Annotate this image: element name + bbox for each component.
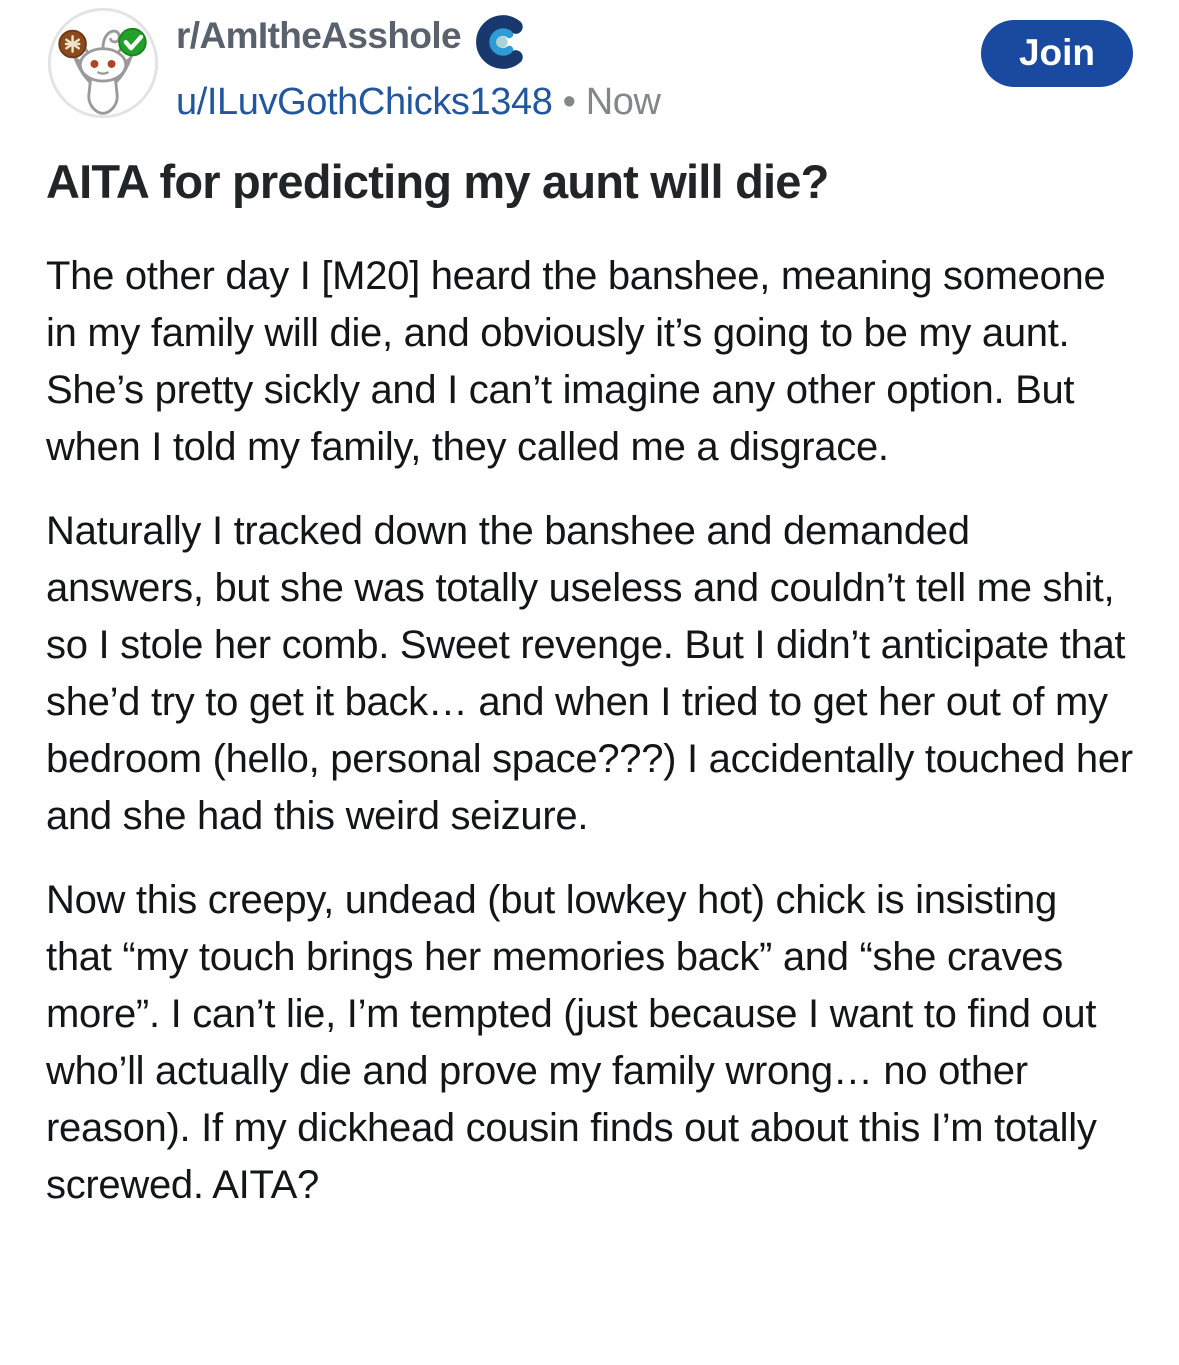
post-header (46, 0, 1133, 124)
subreddit-name-link[interactable]: r/AmItheAsshole (176, 15, 462, 56)
timestamp: Now (585, 81, 661, 123)
community-logo-icon (475, 12, 531, 72)
subreddit-avatar[interactable] (46, 6, 160, 120)
reddit-snoo-icon (46, 6, 160, 120)
join-button[interactable]: Join (981, 20, 1133, 87)
post-title: AITA for predicting my aunt will die? (46, 155, 829, 208)
post-paragraph: Naturally I tracked down the banshee and demanded answers, but she was totally useless and couldn’t tell me shit, so I stole her comb. Sweet revenge. But I didn’t anticipate that she’d try to get it back… and when I tried to get her out of my bedroom (hello, personal space???) I accidentally touched her and she had this weird seizure. (46, 509, 1133, 839)
post-byline (176, 80, 981, 124)
post-body (46, 248, 1133, 1214)
byline-separator: • (562, 81, 576, 123)
author-link[interactable]: u/ILuvGothChicks1348 (176, 81, 553, 123)
post-paragraph: The other day I [M20] heard the banshee, meaning someone in my family will die, and obviously it’s going to be my aunt. She’s pretty sickly and I can’t imagine any other option. But when I told my family, they called me a disgrace. (46, 254, 1106, 470)
post-paragraph: Now this creepy, undead (but lowkey hot) chick is insisting that “my touch brings her memories back” and “she craves more”. I can’t lie, I’m tempted (just because I want to find out who’ll actually die and prove my family wrong… no other reason). If my dickhead cousin finds out about this I’m totally screwed. AITA? (46, 878, 1097, 1208)
header-text-block (176, 6, 981, 124)
